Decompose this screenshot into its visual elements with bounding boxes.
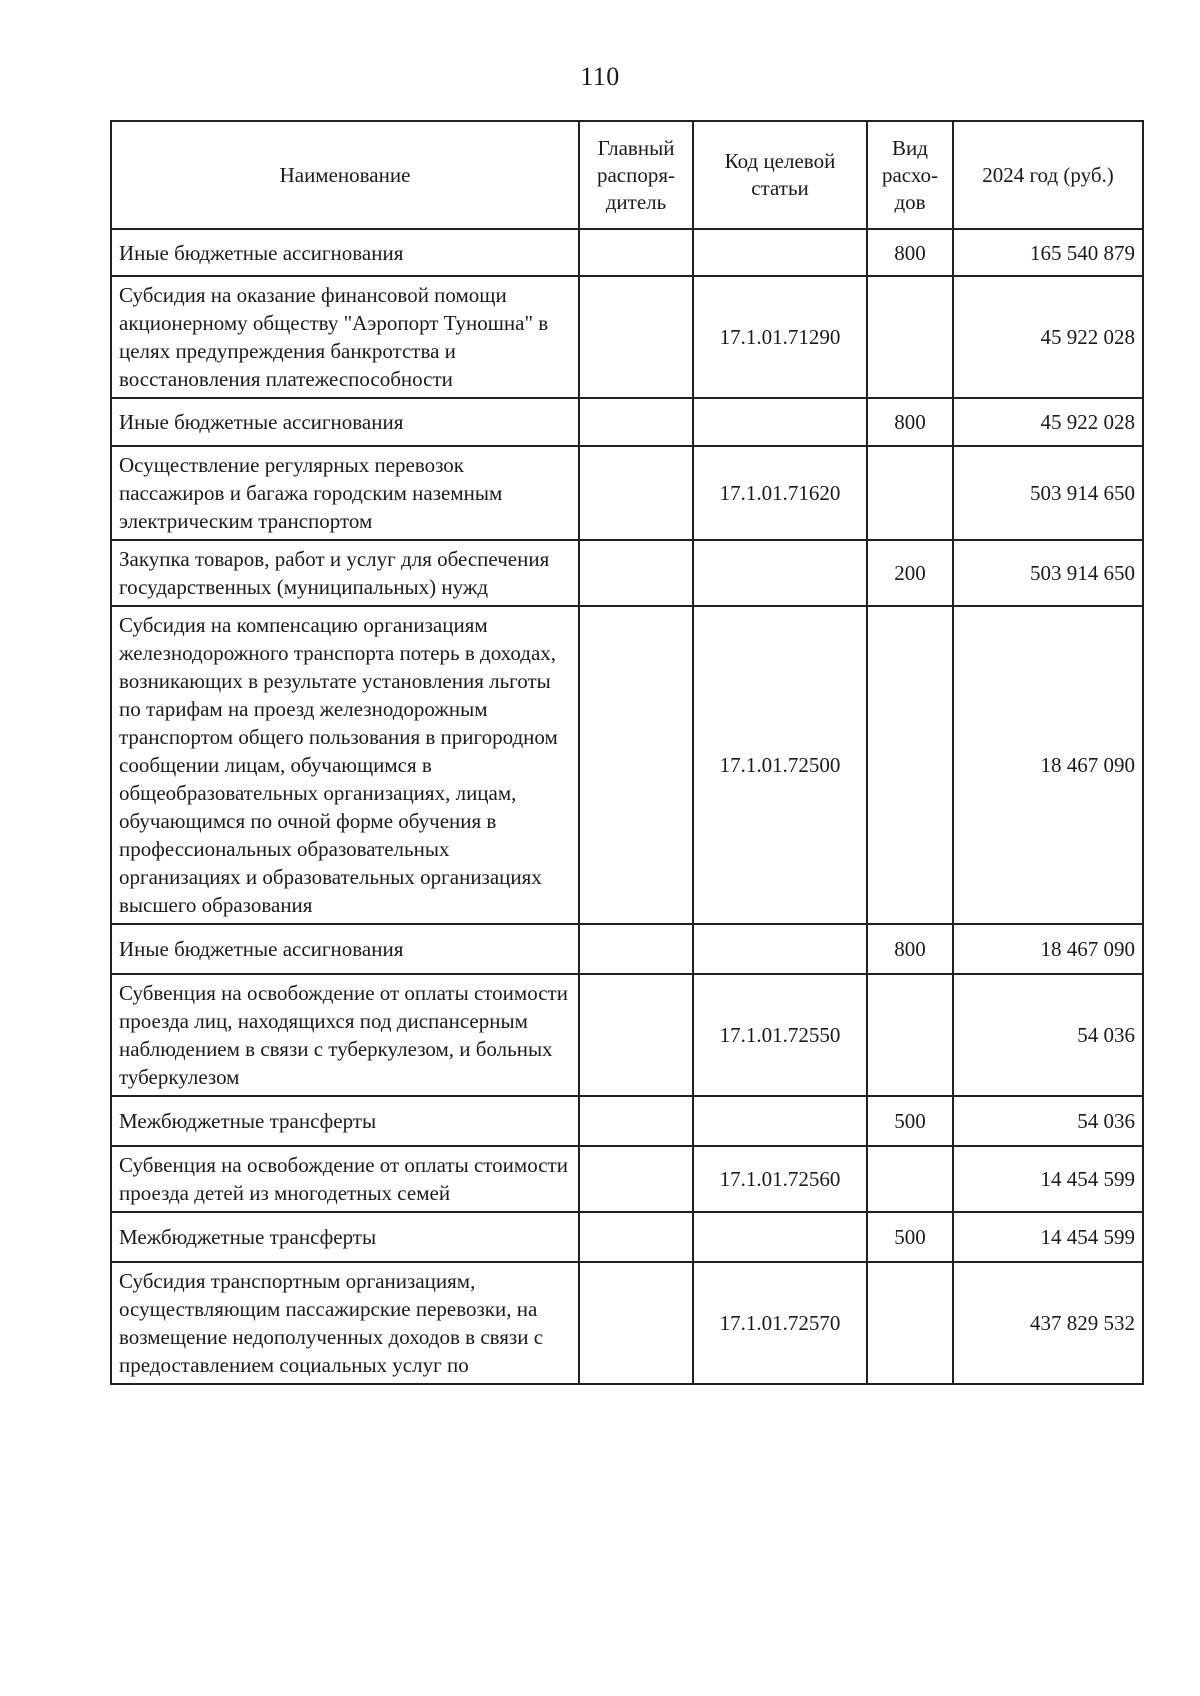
row-code — [693, 924, 867, 974]
row-name: Субвенция на освобождение от оплаты стоимости проезда лиц, находящихся под диспансерным наблюдением в связи с туберкулезом, и больных туберкулезом — [111, 974, 579, 1096]
row-amount: 503 914 650 — [953, 540, 1143, 606]
row-kind — [867, 1262, 953, 1384]
row-administrator — [579, 1096, 693, 1146]
row-amount: 165 540 879 — [953, 229, 1143, 276]
row-amount: 18 467 090 — [953, 606, 1143, 924]
row-name: Субсидия на компенсацию организациям железнодорожного транспорта потерь в доходах, возникающих в результате установления льготы по тарифам на проезд железнодорожным транспортом общего пользования в пригородном сообщении лицам, обучающимся в общеобразовательных организациях, лицам, обучающимся по очной форме обучения в профессиональных образовательных организациях и образовательных организациях высшего образования — [111, 606, 579, 924]
row-name: Межбюджетные трансферты — [111, 1096, 579, 1146]
row-amount: 54 036 — [953, 974, 1143, 1096]
row-kind: 800 — [867, 398, 953, 446]
row-administrator — [579, 606, 693, 924]
page-number: 110 — [580, 62, 620, 91]
row-kind: 500 — [867, 1212, 953, 1262]
table-row — [111, 1146, 1143, 1212]
row-amount: 45 922 028 — [953, 276, 1143, 398]
row-code: 17.1.01.72570 — [693, 1262, 867, 1384]
table-header-row — [111, 121, 1143, 229]
row-kind: 800 — [867, 229, 953, 276]
table-row — [111, 446, 1143, 540]
table-row — [111, 398, 1143, 446]
row-code: 17.1.01.72500 — [693, 606, 867, 924]
row-name: Субсидия транспортным организациям, осуществляющим пассажирские перевозки, на возмещение недополученных доходов в связи с предоставлением социальных услуг по — [111, 1262, 579, 1384]
row-name: Субвенция на освобождение от оплаты стоимости проезда детей из многодетных семей — [111, 1146, 579, 1212]
table-row — [111, 974, 1143, 1096]
row-administrator — [579, 1212, 693, 1262]
table-row — [111, 229, 1143, 276]
row-amount: 437 829 532 — [953, 1262, 1143, 1384]
row-code: 17.1.01.72550 — [693, 974, 867, 1096]
row-code — [693, 1212, 867, 1262]
row-administrator — [579, 1146, 693, 1212]
row-kind — [867, 446, 953, 540]
row-code — [693, 540, 867, 606]
table-row — [111, 1212, 1143, 1262]
row-kind — [867, 276, 953, 398]
row-administrator — [579, 276, 693, 398]
header-target-code: Код целевой статьи — [693, 121, 867, 229]
row-kind: 200 — [867, 540, 953, 606]
row-name: Межбюджетные трансферты — [111, 1212, 579, 1262]
header-name: Наименование — [111, 121, 579, 229]
table-row — [111, 606, 1143, 924]
row-amount: 54 036 — [953, 1096, 1143, 1146]
row-kind — [867, 606, 953, 924]
table-row — [111, 276, 1143, 398]
row-code — [693, 398, 867, 446]
row-name: Субсидия на оказание финансовой помощи акционерному обществу "Аэропорт Туношна" в целях предупреждения банкротства и восстановления платежеспособности — [111, 276, 579, 398]
budget-table — [110, 120, 1144, 1385]
row-kind: 500 — [867, 1096, 953, 1146]
row-amount: 45 922 028 — [953, 398, 1143, 446]
row-amount: 14 454 599 — [953, 1146, 1143, 1212]
row-name: Закупка товаров, работ и услуг для обеспечения государственных (муниципальных) нужд — [111, 540, 579, 606]
row-kind — [867, 974, 953, 1096]
row-code: 17.1.01.71620 — [693, 446, 867, 540]
row-kind — [867, 1146, 953, 1212]
row-amount: 503 914 650 — [953, 446, 1143, 540]
header-administrator: Главный распоря-дитель — [579, 121, 693, 229]
row-code: 17.1.01.72560 — [693, 1146, 867, 1212]
row-amount: 18 467 090 — [953, 924, 1143, 974]
row-administrator — [579, 446, 693, 540]
row-administrator — [579, 540, 693, 606]
table-row — [111, 1096, 1143, 1146]
row-amount: 14 454 599 — [953, 1212, 1143, 1262]
table-row — [111, 924, 1143, 974]
table-row — [111, 540, 1143, 606]
row-code — [693, 1096, 867, 1146]
row-code: 17.1.01.71290 — [693, 276, 867, 398]
row-name: Осуществление регулярных перевозок пассажиров и багажа городским наземным электрическим транспортом — [111, 446, 579, 540]
row-administrator — [579, 229, 693, 276]
row-administrator — [579, 974, 693, 1096]
row-name: Иные бюджетные ассигнования — [111, 924, 579, 974]
row-administrator — [579, 398, 693, 446]
row-name: Иные бюджетные ассигнования — [111, 229, 579, 276]
row-administrator — [579, 1262, 693, 1384]
row-administrator — [579, 924, 693, 974]
row-kind: 800 — [867, 924, 953, 974]
row-code — [693, 229, 867, 276]
header-year-amount: 2024 год (руб.) — [953, 121, 1143, 229]
table-row — [111, 1262, 1143, 1384]
header-expense-kind: Вид расхо-дов — [867, 121, 953, 229]
row-name: Иные бюджетные ассигнования — [111, 398, 579, 446]
